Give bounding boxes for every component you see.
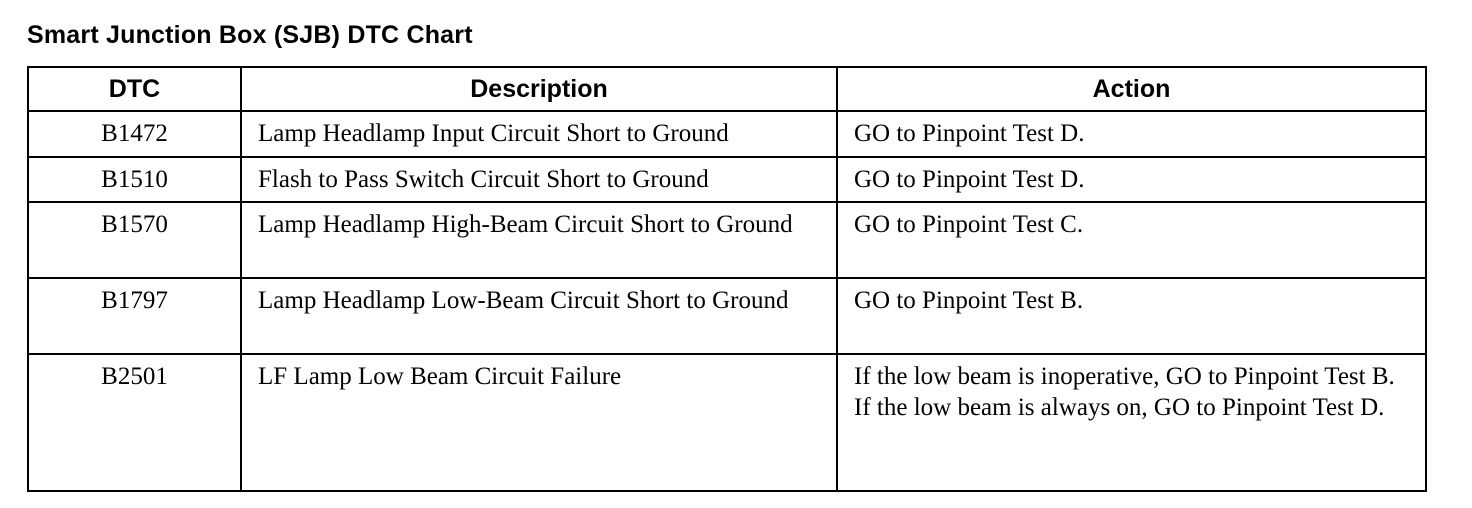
table-row [28,202,1426,278]
dtc-table [27,66,1427,492]
dtc-code: B1570 [28,202,241,278]
dtc-action [837,278,1426,354]
header-action: Action [837,67,1426,111]
header-dtc: DTC [28,67,241,111]
header-description: Description [241,67,837,111]
dtc-description: LF Lamp Low Beam Circuit Failure [241,354,837,491]
dtc-action [837,202,1426,278]
action-line: GO to Pinpoint Test D. [854,165,1085,193]
dtc-code: B1472 [28,111,241,157]
dtc-description: Lamp Headlamp Input Circuit Short to Ground [241,111,837,157]
action-line: If the low beam is inoperative, GO to Pinpoint Test B. [854,363,1395,390]
dtc-description: Lamp Headlamp Low-Beam Circuit Short to Ground [241,278,837,354]
action-line: If the low beam is always on, GO to Pinpoint Test D. [854,393,1385,421]
dtc-action [837,157,1426,203]
table-header-row [28,67,1426,111]
action-line: GO to Pinpoint Test B. [854,287,1084,314]
table-row [28,354,1426,491]
dtc-description: Flash to Pass Switch Circuit Short to Ground [241,157,837,203]
action-line: GO to Pinpoint Test C. [854,211,1084,238]
chart-title: Smart Junction Box (SJB) DTC Chart [27,21,473,49]
dtc-action [837,354,1426,491]
dtc-description: Lamp Headlamp High-Beam Circuit Short to Ground [241,202,837,278]
dtc-code: B2501 [28,354,241,491]
table-row [28,111,1426,157]
action-line: GO to Pinpoint Test D. [854,120,1085,147]
table-row [28,157,1426,203]
table-row [28,278,1426,354]
dtc-code: B1510 [28,157,241,203]
dtc-code: B1797 [28,278,241,354]
dtc-action [837,111,1426,157]
